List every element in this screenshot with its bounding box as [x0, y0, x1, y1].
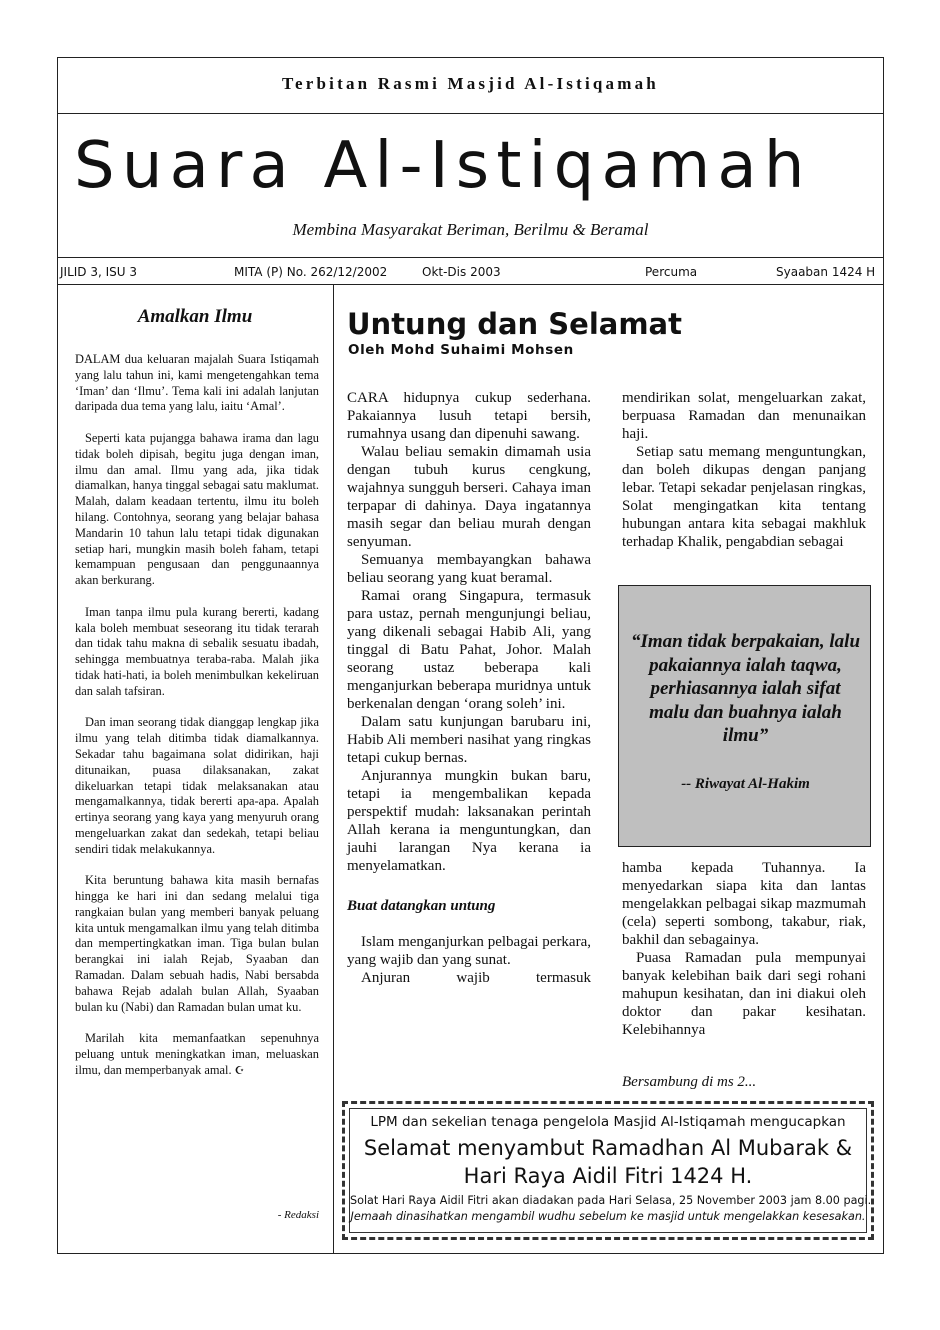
article-column-1: [347, 389, 591, 987]
divider: [57, 113, 884, 114]
divider: [57, 284, 884, 285]
divider: [57, 257, 884, 258]
crescent-icon: ☪: [234, 1064, 245, 1077]
tagline: Membina Masyarakat Beriman, Berilmu & Beramal: [292, 220, 649, 239]
continued-note: Bersambung di ms 2...: [622, 1074, 757, 1090]
article-column-2-continued: [622, 859, 866, 1039]
sidebar-editorial: [75, 352, 319, 1095]
sidebar-paragraph-text: Marilah kita memanfaatkan sepenuhnya peluang untuk meningkatkan iman, meluaskan ilmu, dan memperbanyak amal.: [75, 1031, 319, 1077]
greeting-notice-box: [342, 1101, 874, 1240]
sidebar-paragraph: Iman tanpa ilmu pula kurang bererti, kadang kala boleh membuat seseorang itu tidak terarah dan tidak tahu makna di sebalik sesuatu ibadah, sehingga membuatnya teraba-raba. Malah jika tidak hati-hati, ia boleh menimbulkan kekeliruan dan salah tafsiran.: [75, 604, 319, 698]
sidebar-paragraph-last: [75, 1031, 319, 1079]
article-byline: Oleh Mohd Suhaimi Mohsen: [348, 342, 574, 358]
issue-permit: MITA (P) No. 262/12/2002: [234, 265, 388, 279]
article-paragraph: Semuanya membayangkan bahawa beliau seorang yang kuat beramal.: [347, 552, 591, 586]
column-divider: [333, 285, 334, 1254]
sidebar-paragraph: Dan iman seorang tidak dianggap lengkap jika ilmu yang telah ditimba tidak diamalkannya. Sekadar tahu bagaimana solat didirikan, haji ditunaikan, puasa dilaksanakan, zakat dikeluarkan tetapi tidak melaksanakan atau mengamalkannya, tidak bererti apa-apa. Apalah ertinya seorang yang kaya yang menyuruh orang mengeluarkan zakat dan sedekah, tetapi beliau sendiri tidak melakukannya.: [75, 715, 319, 856]
pull-quote-box: [618, 585, 871, 847]
article-paragraph: hamba kepada Tuhannya. Ia menyedarkan siapa kita dan lantas mengelakkan pelbagai sikap mazmumah (cela) seperti sombong, takabur, riak, bakhil dan sebagainya.: [622, 860, 866, 948]
article-paragraph: Anjurannya mungkin bukan baru, tetapi ia mengembalikan kepada perspektif mudah: laksanakan perintah Allah kerana ia menguntungkan, dan jauhi larangan Nya kerana ia menyelamatkan.: [347, 768, 591, 874]
pull-quote-text: “Iman tidak berpakaian, lalu pakaiannya ialah taqwa, perhiasannya ialah sifat malu dan buahnya ialah ilmu”: [630, 631, 861, 746]
greeting-notice-inner: [349, 1108, 872, 1233]
article-paragraph: Dalam satu kunjungan barubaru ini, Habib Ali memberi nasihat yang ringkas tetapi cukup bernas.: [347, 714, 591, 766]
article-subheading: Buat datangkan untung: [347, 898, 496, 914]
issue-price: Percuma: [645, 265, 698, 279]
masthead-title: Suara Al-Istiqamah: [74, 129, 812, 203]
greeting-main-line-1: Selamat menyambut Ramadhan Al Mubarak &: [363, 1136, 853, 1160]
greeting-main-line-2: Hari Raya Aidil Fitri 1424 H.: [463, 1164, 753, 1188]
article-paragraph: Anjuran wajib termasuk: [361, 970, 591, 986]
issue-volume: JILID 3, ISU 3: [60, 265, 138, 279]
issue-hijri-date: Syaaban 1424 H: [776, 265, 876, 279]
greeting-intro: LPM dan sekelian tenaga pengelola Masjid Al-Istiqamah mengucapkan: [370, 1114, 846, 1130]
sidebar-paragraph: Seperti kata pujangga bahawa irama dan lagu tidak boleh dipisah, begitu juga dengan iman, ilmu dan amal. Ilmu yang ada, jika tidak diamalkan, hanya tinggal sebagai satu maklumat. Malah, dalam keadaan tertentu, ilmu itu boleh hilang. Contohnya, seorang yang belajar bahasa Mandarin 10 tahun lalu tetapi tidak digunakan setiap hari, mungkin masih boleh faham, tetapi kemampuan pengusaan dan penggunaannya akan berkurang.: [75, 430, 319, 588]
sidebar-title: Amalkan Ilmu: [137, 306, 253, 327]
article-paragraph: Ramai orang Singapura, termasuk para ustaz, pernah mengunjungi beliau, yang dikenali sebagai Habib Ali, yang tinggal di Batu Pahat, Johor. Malah seorang ustaz beberapa kali menganjurkan beberapa muridnya untuk berkenalan dengan ‘orang soleh’ ini.: [347, 588, 591, 712]
official-publication-line: Terbitan Rasmi Masjid Al-Istiqamah: [282, 74, 659, 93]
article-column-2: [622, 389, 866, 551]
article-paragraph: Walau beliau semakin dimamah usia dengan tubuh kurus cengkung, wajahnya sungguh berseri. Cahaya iman terpapar di dahinya. Daya ingatannya masih segar dan beliau murah dengan senyuman.: [347, 444, 591, 550]
article-paragraph: Puasa Ramadan pula mempunyai banyak kelebihan baik dari segi rohani mahupun kesihatan, dan ini diakui oleh doktor dan pakar kesihatan. Kelebihannya: [622, 950, 866, 1038]
sidebar-paragraph: Kita beruntung bahawa kita masih bernafas hingga ke hari ini dan sedang melalui tiga rangkaian bulan yang memberi banyak peluang kita untuk mengamalkan ilmu yang telah ditimba dan mempertingkatkan iman. Tiga bulan bulan berangkai ini ialah Rejab, Syaaban dan Ramadan. Dalam sebuah hadis, Nabi bersabda bahawa Rejab adalah bulan Allah, Syaaban bulan ku (Nabi) dan Ramadan bulan umat ku.: [75, 873, 319, 1014]
article-headline: Untung dan Selamat: [347, 307, 682, 341]
article-paragraph: Islam menganjurkan pelbagai perkara, yang wajib dan yang sunat.: [347, 934, 591, 968]
article-paragraph: CARA hidupnya cukup sederhana. Pakaiannya lusuh tetapi bersih, rumahnya usang dan dipenuhi sawang.: [347, 390, 591, 442]
editorial-signature: - Redaksi: [277, 1209, 319, 1221]
article-paragraph: Setiap satu memang menguntungkan, dan boleh dikupas dengan panjang lebar. Tetapi sekadar penjelasan ringkas, Solat mengingatkan kita tentang hubungan antara kita sebagai makhluk terhadap Khalik, pengabdian sebagai: [622, 444, 866, 550]
pull-quote-source: -- Riwayat Al-Hakim: [681, 776, 810, 792]
issue-period: Okt-Dis 2003: [422, 265, 501, 279]
prayer-schedule-note: Solat Hari Raya Aidil Fitri akan diadakan pada Hari Selasa, 25 November 2003 jam 8.00 pagi.: [350, 1194, 872, 1207]
article-paragraph: mendirikan solat, mengeluarkan zakat, berpuasa Ramadan dan menunaikan haji.: [622, 390, 866, 442]
wudhu-advice-note: Jemaah dinasihatkan mengambil wudhu sebelum ke masjid untuk mengelakkan kesesakan.: [350, 1210, 866, 1223]
sidebar-paragraph: DALAM dua keluaran majalah Suara Istiqamah yang lalu tahun ini, kami mengetengahkan tema ‘Iman’ dan ‘Ilmu’. Tema kali ini adalah lanjutan daripada dua tema yang lalu, iaitu ‘Amal’.: [75, 352, 319, 414]
